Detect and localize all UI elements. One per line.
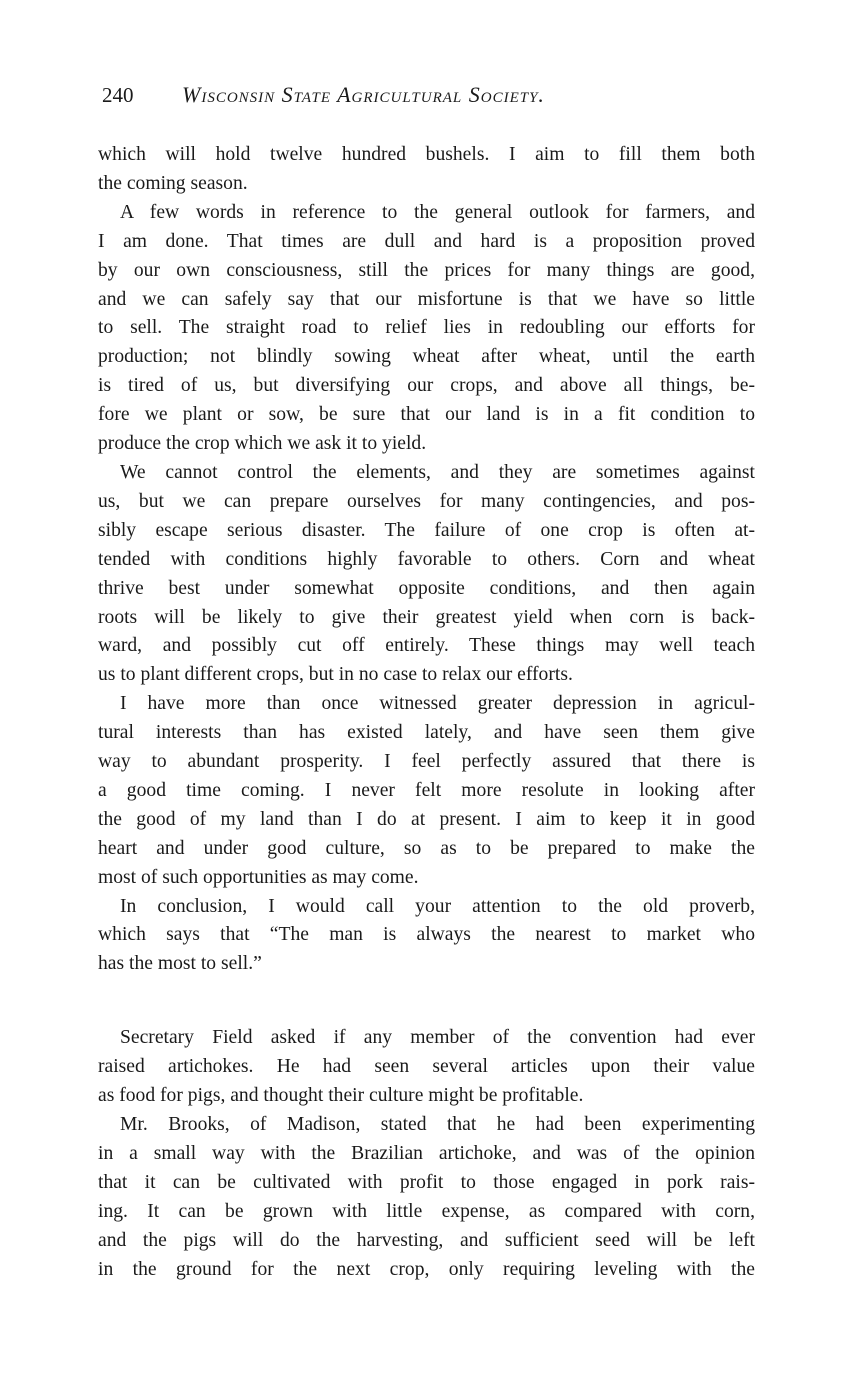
text-line: way to abundant prosperity. I feel perfectly assured that there is (98, 751, 755, 773)
text-line: which will hold twelve hundred bushels. I aim to fill them both (98, 144, 755, 165)
paragraph (98, 459, 755, 690)
text-line: that it can be cultivated with profit to those engaged in pork rais- (98, 1171, 755, 1193)
text-line: by our own consciousness, still the prices for many things are good, (98, 259, 755, 281)
text-line: fore we plant or sow, be sure that our land is in a fit condition to (98, 404, 755, 426)
text-line: the good of my land than I do at present. I aim to keep it in good (98, 808, 755, 830)
text-line: I have more than once witnessed greater depression in agricul- (120, 693, 755, 715)
text-line: as food for pigs, and thought their culture might be profitable. (98, 1085, 584, 1107)
text-line: the coming season. (98, 172, 248, 194)
section-gap (98, 979, 755, 1024)
text-line: sibly escape serious disaster. The failure of one crop is often at- (98, 519, 755, 541)
paragraph (98, 141, 755, 199)
text-line: and we can safely say that our misfortune is that we have so little (98, 288, 755, 310)
text-line: in the ground for the next crop, only requiring leveling with the (98, 1258, 755, 1280)
text-line: tural interests than has existed lately, and have seen them give (98, 722, 755, 744)
text-line: Mr. Brooks, of Madison, stated that he had been experimenting (120, 1114, 755, 1135)
text-line: tended with conditions highly favorable to others. Corn and wheat (98, 548, 755, 570)
body-text (98, 141, 755, 1284)
text-line: most of such opportunities as may come. (98, 866, 419, 888)
running-header (100, 82, 750, 108)
text-line: Secretary Field asked if any member of the convention had ever (120, 1027, 755, 1049)
text-line: raised artichokes. He had seen several articles upon their value (98, 1056, 755, 1078)
text-line: production; not blindly sowing wheat after wheat, until the earth (98, 346, 755, 368)
text-line: has the most to sell.” (98, 953, 262, 975)
paragraph (98, 1111, 755, 1284)
text-line: in a small way with the Brazilian artichoke, and was of the opinion (98, 1142, 755, 1164)
text-line: us to plant different crops, but in no case to relax our efforts. (98, 664, 573, 686)
text-line: I am done. That times are dull and hard is a proposition proved (98, 230, 755, 252)
paragraph (98, 199, 755, 459)
paragraph (98, 690, 755, 892)
page-number: 240 (102, 83, 134, 107)
text-line: ing. It can be grown with little expense, as compared with corn, (98, 1200, 755, 1222)
text-line: is tired of us, but diversifying our crops, and above all things, be- (98, 375, 755, 397)
text-line: We cannot control the elements, and they are sometimes against (120, 461, 755, 483)
text-line: which says that “The man is always the nearest to market who (98, 924, 755, 946)
text-line: to sell. The straight road to relief lies in redoubling our efforts for (98, 317, 755, 339)
text-line: us, but we can prepare ourselves for many contingencies, and pos- (98, 490, 755, 512)
text-line: roots will be likely to give their greatest yield when corn is back- (98, 606, 755, 628)
paragraph (98, 893, 755, 980)
text-line: ward, and possibly cut off entirely. These things may well teach (98, 635, 755, 657)
text-line: thrive best under somewhat opposite conditions, and then again (98, 577, 755, 599)
text-line: heart and under good culture, so as to be prepared to make the (98, 837, 755, 859)
text-line: and the pigs will do the harvesting, and sufficient seed will be left (98, 1229, 755, 1251)
text-line: In conclusion, I would call your attention to the old proverb, (120, 895, 755, 917)
text-line: A few words in reference to the general outlook for farmers, and (120, 201, 755, 223)
paragraph (98, 1024, 755, 1111)
running-title: Wisconsin State Agricultural Society. (182, 82, 545, 107)
text-line: a good time coming. I never felt more resolute in looking after (98, 779, 755, 801)
text-line: produce the crop which we ask it to yield. (98, 433, 427, 455)
